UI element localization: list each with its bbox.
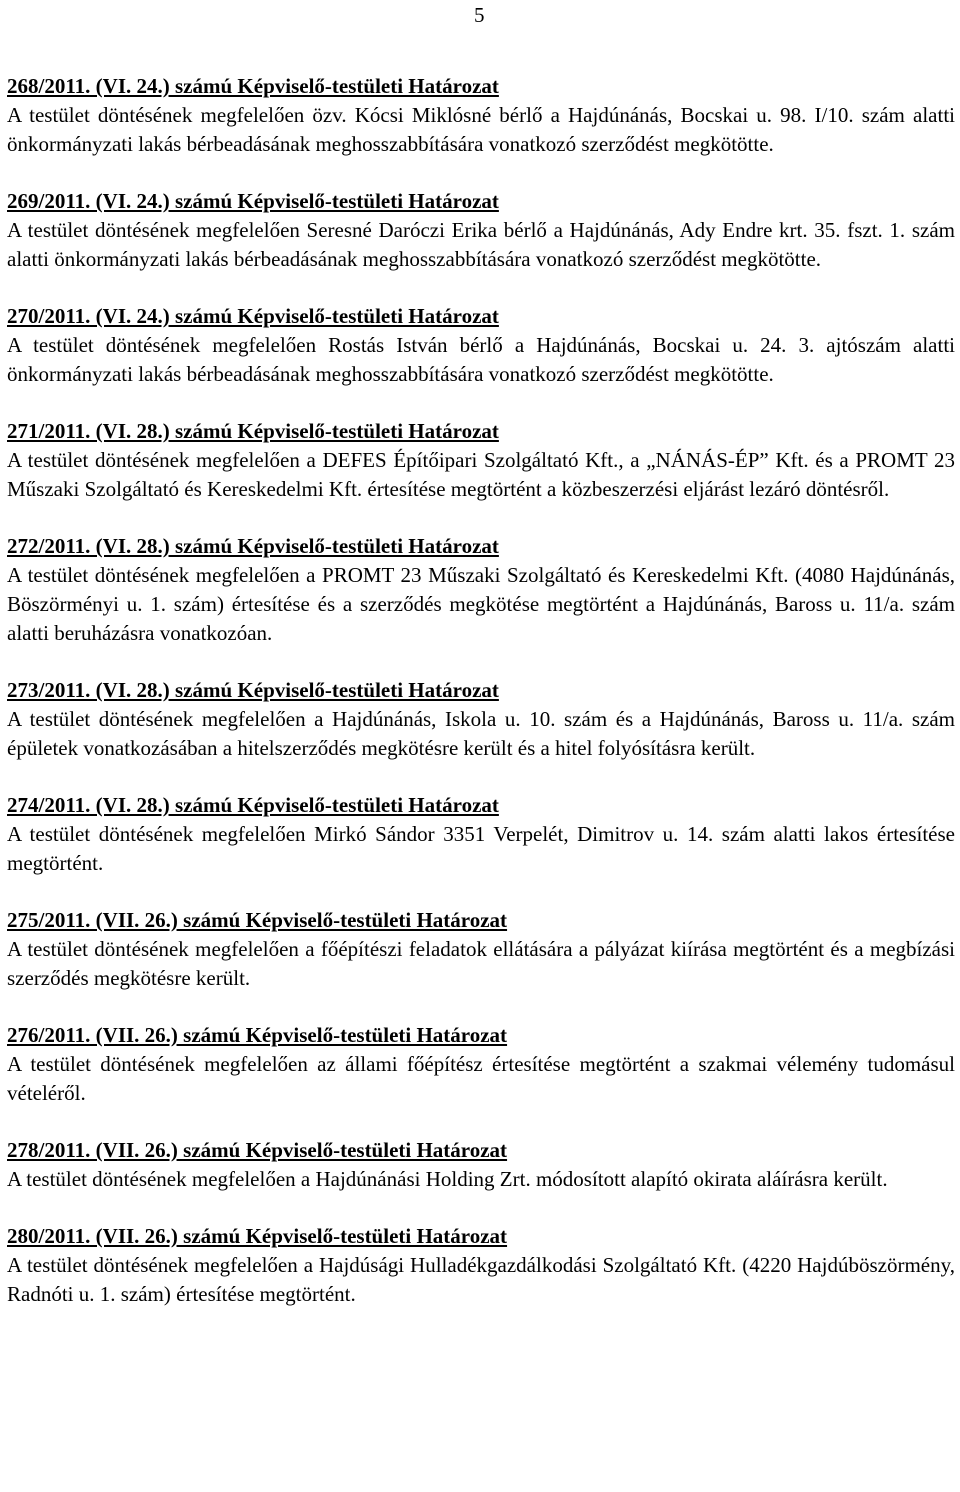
resolution-text: A testület döntésének megfelelően Seresné Daróczi Erika bérlő a Hajdúnánás, Ady Endre krt. 35. fszt. 1. szám alatti önkormányzati lakás bérbeadásának meghosszabbítására vonatkozó szerződést megkötötte. xyxy=(7,218,955,271)
page-number: 5 xyxy=(474,3,485,27)
resolution-entry xyxy=(7,302,955,389)
resolution-text: A testület döntésének megfelelően a Hajdúnánás, Iskola u. 10. szám és a Hajdúnánás, Baross u. 11/a. szám épületek vonatkozásában a hitelszerződés megkötésre került és a hitel folyósításra került. xyxy=(7,707,955,760)
resolution-text: A testület döntésének megfelelően az állami főépítész értesítése megtörtént a szakmai vélemény tudomásul vételéről. xyxy=(7,1052,955,1105)
resolution-heading: 273/2011. (VI. 28.) számú Képviselő-testületi Határozat xyxy=(7,678,499,702)
resolution-text: A testület döntésének megfelelően a Hajdúnánási Holding Zrt. módosított alapító okirata aláírásra került. xyxy=(7,1167,888,1191)
resolution-entry xyxy=(7,1222,955,1309)
resolution-entry xyxy=(7,532,955,648)
resolution-text: A testület döntésének megfelelően Rostás István bérlő a Hajdúnánás, Bocskai u. 24. 3. ajtószám alatti önkormányzati lakás bérbeadásának meghosszabbítására vonatkozó szerződést megkötötte. xyxy=(7,333,955,386)
resolution-text: A testület döntésének megfelelően özv. Kócsi Miklósné bérlő a Hajdúnánás, Bocskai u. 98. I/10. szám alatti önkormányzati lakás bérbeadásának meghosszabbítására vonatkozó szerződést megkötötte. xyxy=(7,103,955,156)
resolution-heading: 269/2011. (VI. 24.) számú Képviselő-testületi Határozat xyxy=(7,189,499,213)
resolution-heading: 270/2011. (VI. 24.) számú Képviselő-testületi Határozat xyxy=(7,304,499,328)
resolution-entry xyxy=(7,72,955,159)
resolution-entry xyxy=(7,1136,955,1194)
resolution-heading: 275/2011. (VII. 26.) számú Képviselő-testületi Határozat xyxy=(7,908,508,932)
resolution-heading: 276/2011. (VII. 26.) számú Képviselő-testületi Határozat xyxy=(7,1023,508,1047)
resolution-heading: 272/2011. (VI. 28.) számú Képviselő-testületi Határozat xyxy=(7,534,499,558)
resolution-text: A testület döntésének megfelelően a PROMT 23 Műszaki Szolgáltató és Kereskedelmi Kft. (4080 Hajdúnánás, Böszörményi u. 1. szám) értesítése és a szerződés megkötése megtörtént a Hajdúnánás, Baross u. 11/a. szám alatti beruházásra vonatkozóan. xyxy=(7,563,955,645)
resolution-text: A testület döntésének megfelelően a főépítészi feladatok ellátására a pályázat kiírása megtörtént és a megbízási szerződés megkötésre került. xyxy=(7,937,955,990)
resolution-heading: 278/2011. (VII. 26.) számú Képviselő-testületi Határozat xyxy=(7,1138,508,1162)
resolution-entry xyxy=(7,187,955,274)
resolution-text: A testület döntésének megfelelően a DEFES Építőipari Szolgáltató Kft., a „NÁNÁS-ÉP” Kft. és a PROMT 23 Műszaki Szolgáltató és Kereskedelmi Kft. értesítése megtörtént a közbeszerzési eljárást lezáró döntésről. xyxy=(7,448,955,501)
resolution-text: A testület döntésének megfelelően a Hajdúsági Hulladékgazdálkodási Szolgáltató Kft. (4220 Hajdúböszörmény, Radnóti u. 1. szám) értesítése megtörtént. xyxy=(7,1253,955,1306)
resolution-entry xyxy=(7,1021,955,1108)
resolution-heading: 268/2011. (VI. 24.) számú Képviselő-testületi Határozat xyxy=(7,74,499,98)
resolution-text: A testület döntésének megfelelően Mirkó Sándor 3351 Verpelét, Dimitrov u. 14. szám alatti lakos értesítése megtörtént. xyxy=(7,822,955,875)
document-body xyxy=(7,72,955,1337)
resolution-heading: 274/2011. (VI. 28.) számú Képviselő-testületi Határozat xyxy=(7,793,499,817)
resolution-entry xyxy=(7,906,955,993)
resolution-entry xyxy=(7,417,955,504)
resolution-entry xyxy=(7,791,955,878)
resolution-heading: 271/2011. (VI. 28.) számú Képviselő-testületi Határozat xyxy=(7,419,499,443)
resolution-heading: 280/2011. (VII. 26.) számú Képviselő-testületi Határozat xyxy=(7,1224,508,1248)
resolution-entry xyxy=(7,676,955,763)
